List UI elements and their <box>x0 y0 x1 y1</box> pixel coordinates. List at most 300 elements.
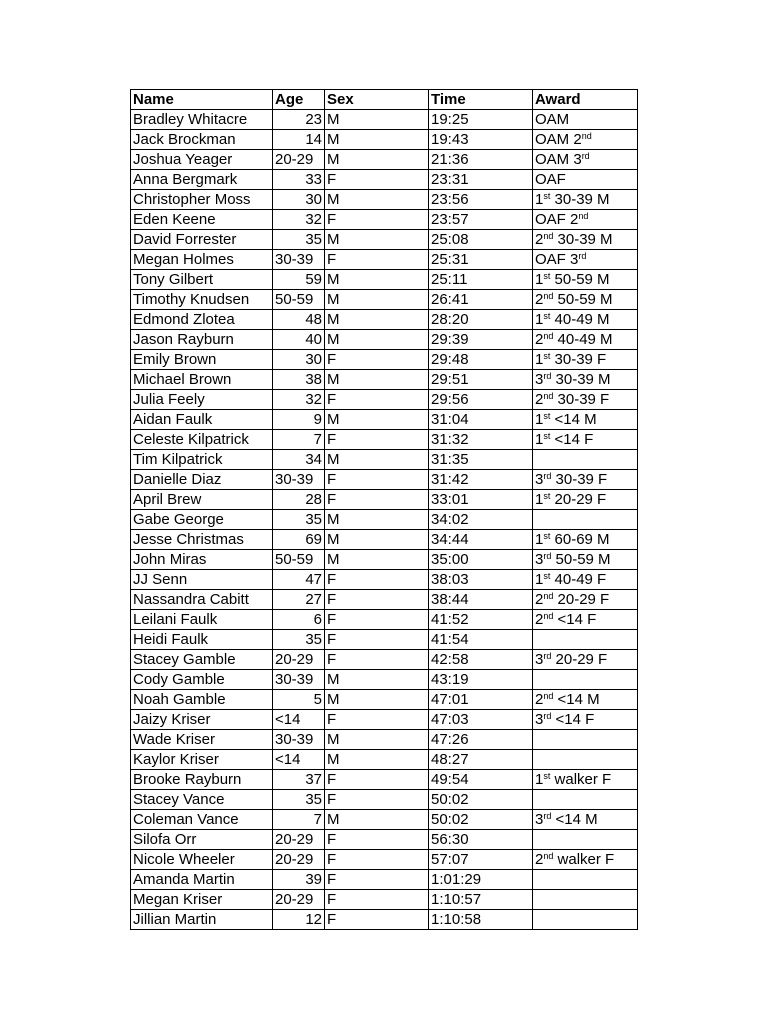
award-ordinal-suffix: rd <box>543 471 552 481</box>
award-text: 3 <box>535 471 544 488</box>
table-row <box>131 270 638 290</box>
runner-name: Jason Rayburn <box>131 330 273 350</box>
table-row <box>131 170 638 190</box>
runner-time: 21:36 <box>429 150 533 170</box>
runner-time: 38:03 <box>429 570 533 590</box>
runner-sex: F <box>325 870 429 890</box>
runner-award <box>533 690 638 710</box>
award-ordinal-suffix: nd <box>543 691 554 701</box>
results-table-body <box>131 110 638 930</box>
award-ordinal-suffix: rd <box>543 711 552 721</box>
table-row <box>131 850 638 870</box>
runner-name: Tim Kilpatrick <box>131 450 273 470</box>
runner-sex: F <box>325 630 429 650</box>
award-text: 2 <box>535 591 544 608</box>
runner-award <box>533 490 638 510</box>
table-row <box>131 530 638 550</box>
runner-name: Michael Brown <box>131 370 273 390</box>
runner-time: 31:04 <box>429 410 533 430</box>
table-row <box>131 450 638 470</box>
award-category: <14 F <box>551 711 595 728</box>
runner-award <box>533 390 638 410</box>
runner-award <box>533 850 638 870</box>
runner-time: 41:52 <box>429 610 533 630</box>
runner-award <box>533 410 638 430</box>
runner-name: Celeste Kilpatrick <box>131 430 273 450</box>
table-row <box>131 590 638 610</box>
runner-age: 30-39 <box>273 250 325 270</box>
runner-sex: M <box>325 750 429 770</box>
award-text: 1 <box>535 571 544 588</box>
table-row <box>131 810 638 830</box>
runner-name: Edmond Zlotea <box>131 310 273 330</box>
runner-award <box>533 330 638 350</box>
award-ordinal-suffix: nd <box>581 131 592 141</box>
runner-name: Joshua Yeager <box>131 150 273 170</box>
runner-award <box>533 110 638 130</box>
runner-name: Julia Feely <box>131 390 273 410</box>
runner-award <box>533 610 638 630</box>
runner-sex: F <box>325 790 429 810</box>
runner-age: 30-39 <box>273 670 325 690</box>
table-row <box>131 610 638 630</box>
runner-sex: F <box>325 170 429 190</box>
runner-award <box>533 170 638 190</box>
award-text: 1 <box>535 351 544 368</box>
runner-name: Jack Brockman <box>131 130 273 150</box>
award-category: 60-69 M <box>550 531 610 548</box>
runner-time: 57:07 <box>429 850 533 870</box>
runner-name: Timothy Knudsen <box>131 290 273 310</box>
award-category: 30-39 M <box>553 231 613 248</box>
runner-sex: M <box>325 810 429 830</box>
table-row <box>131 110 638 130</box>
runner-award <box>533 890 638 910</box>
header-sex: Sex <box>325 90 429 110</box>
runner-name: Megan Holmes <box>131 250 273 270</box>
runner-time: 29:39 <box>429 330 533 350</box>
award-text: OAM 2 <box>535 131 582 148</box>
runner-sex: F <box>325 390 429 410</box>
table-row <box>131 470 638 490</box>
table-row <box>131 190 638 210</box>
results-table-header <box>131 90 638 110</box>
runner-age: 32 <box>273 210 325 230</box>
runner-time: 50:02 <box>429 810 533 830</box>
runner-time: 25:31 <box>429 250 533 270</box>
header-award: Award <box>533 90 638 110</box>
runner-time: 34:44 <box>429 530 533 550</box>
runner-sex: F <box>325 770 429 790</box>
runner-name: Jaizy Kriser <box>131 710 273 730</box>
runner-time: 28:20 <box>429 310 533 330</box>
award-text: OAF 2 <box>535 211 579 228</box>
runner-time: 29:51 <box>429 370 533 390</box>
runner-time: 47:26 <box>429 730 533 750</box>
runner-sex: F <box>325 350 429 370</box>
award-text: 3 <box>535 811 544 828</box>
runner-sex: F <box>325 890 429 910</box>
runner-time: 31:35 <box>429 450 533 470</box>
award-category: 30-39 M <box>550 191 610 208</box>
award-category: <14 M <box>553 691 600 708</box>
runner-sex: M <box>325 110 429 130</box>
award-ordinal-suffix: nd <box>543 231 554 241</box>
award-text: 3 <box>535 551 544 568</box>
runner-time: 23:57 <box>429 210 533 230</box>
table-row <box>131 250 638 270</box>
runner-sex: F <box>325 210 429 230</box>
runner-award <box>533 430 638 450</box>
runner-name: Silofa Orr <box>131 830 273 850</box>
runner-name: Bradley Whitacre <box>131 110 273 130</box>
runner-age: 50-59 <box>273 550 325 570</box>
runner-age: 20-29 <box>273 830 325 850</box>
runner-age: 30-39 <box>273 730 325 750</box>
runner-award <box>533 650 638 670</box>
runner-age: 20-29 <box>273 850 325 870</box>
runner-name: Amanda Martin <box>131 870 273 890</box>
award-text: 1 <box>535 431 544 448</box>
runner-sex: M <box>325 310 429 330</box>
table-row <box>131 130 638 150</box>
runner-time: 31:32 <box>429 430 533 450</box>
runner-award <box>533 310 638 330</box>
runner-sex: F <box>325 830 429 850</box>
runner-award <box>533 750 638 770</box>
award-text: 2 <box>535 231 544 248</box>
runner-time: 29:56 <box>429 390 533 410</box>
runner-sex: F <box>325 910 429 930</box>
table-row <box>131 710 638 730</box>
award-ordinal-suffix: nd <box>543 591 554 601</box>
runner-sex: M <box>325 270 429 290</box>
runner-time: 41:54 <box>429 630 533 650</box>
award-ordinal-suffix: nd <box>543 391 554 401</box>
runner-time: 34:02 <box>429 510 533 530</box>
runner-sex: F <box>325 570 429 590</box>
runner-time: 19:25 <box>429 110 533 130</box>
runner-time: 47:03 <box>429 710 533 730</box>
runner-age: <14 <box>273 750 325 770</box>
award-category: 50-59 M <box>550 271 610 288</box>
runner-age: 30 <box>273 350 325 370</box>
runner-age: 38 <box>273 370 325 390</box>
runner-award <box>533 770 638 790</box>
runner-award <box>533 270 638 290</box>
runner-sex: F <box>325 710 429 730</box>
runner-age: 9 <box>273 410 325 430</box>
table-row <box>131 310 638 330</box>
table-row <box>131 330 638 350</box>
table-row <box>131 210 638 230</box>
table-row <box>131 650 638 670</box>
runner-name: Stacey Vance <box>131 790 273 810</box>
award-text: 2 <box>535 611 544 628</box>
award-ordinal-suffix: st <box>543 571 551 581</box>
runner-time: 23:56 <box>429 190 533 210</box>
runner-name: John Miras <box>131 550 273 570</box>
runner-age: 47 <box>273 570 325 590</box>
runner-age: 32 <box>273 390 325 410</box>
runner-time: 47:01 <box>429 690 533 710</box>
award-category: <14 M <box>550 411 597 428</box>
runner-name: Nicole Wheeler <box>131 850 273 870</box>
runner-time: 23:31 <box>429 170 533 190</box>
runner-sex: M <box>325 370 429 390</box>
runner-age: 6 <box>273 610 325 630</box>
runner-sex: M <box>325 130 429 150</box>
runner-age: 33 <box>273 170 325 190</box>
award-category: 20-29 F <box>551 651 608 668</box>
award-category: 40-49 M <box>553 331 613 348</box>
runner-time: 50:02 <box>429 790 533 810</box>
runner-time: 42:58 <box>429 650 533 670</box>
award-text: 1 <box>535 311 544 328</box>
table-row <box>131 490 638 510</box>
runner-sex: M <box>325 450 429 470</box>
award-text: 2 <box>535 851 544 868</box>
runner-sex: M <box>325 670 429 690</box>
runner-time: 1:10:58 <box>429 910 533 930</box>
runner-sex: M <box>325 190 429 210</box>
award-text: 2 <box>535 691 544 708</box>
runner-award <box>533 350 638 370</box>
runner-award <box>533 550 638 570</box>
award-ordinal-suffix: st <box>543 771 551 781</box>
award-ordinal-suffix: nd <box>543 291 554 301</box>
award-text: 1 <box>535 411 544 428</box>
runner-sex: M <box>325 330 429 350</box>
award-ordinal-suffix: st <box>543 191 551 201</box>
runner-name: Leilani Faulk <box>131 610 273 630</box>
runner-name: Gabe George <box>131 510 273 530</box>
runner-age: 35 <box>273 790 325 810</box>
runner-award <box>533 810 638 830</box>
table-row <box>131 390 638 410</box>
award-ordinal-suffix: rd <box>581 151 590 161</box>
award-text: OAF <box>535 171 566 188</box>
table-row <box>131 870 638 890</box>
runner-sex: F <box>325 250 429 270</box>
runner-age: 30 <box>273 190 325 210</box>
table-row <box>131 750 638 770</box>
award-ordinal-suffix: nd <box>543 611 554 621</box>
runner-award <box>533 190 638 210</box>
award-text: 2 <box>535 291 544 308</box>
runner-name: Wade Kriser <box>131 730 273 750</box>
runner-age: 40 <box>273 330 325 350</box>
table-row <box>131 910 638 930</box>
award-ordinal-suffix: st <box>543 411 551 421</box>
table-row <box>131 550 638 570</box>
runner-age: <14 <box>273 710 325 730</box>
runner-award <box>533 830 638 850</box>
award-category: 30-39 M <box>551 371 611 388</box>
award-ordinal-suffix: st <box>543 491 551 501</box>
runner-time: 1:01:29 <box>429 870 533 890</box>
award-text: 1 <box>535 191 544 208</box>
runner-award <box>533 910 638 930</box>
award-category: walker F <box>550 771 612 788</box>
table-row <box>131 350 638 370</box>
table-row <box>131 510 638 530</box>
runner-sex: F <box>325 490 429 510</box>
runner-award <box>533 210 638 230</box>
runner-age: 35 <box>273 510 325 530</box>
table-row <box>131 730 638 750</box>
table-row <box>131 570 638 590</box>
award-text: 2 <box>535 331 544 348</box>
runner-time: 33:01 <box>429 490 533 510</box>
award-ordinal-suffix: nd <box>578 211 589 221</box>
award-text: OAM 3 <box>535 151 582 168</box>
runner-award <box>533 450 638 470</box>
award-text: 3 <box>535 651 544 668</box>
runner-age: 27 <box>273 590 325 610</box>
runner-award <box>533 630 638 650</box>
runner-sex: F <box>325 590 429 610</box>
award-text: 3 <box>535 711 544 728</box>
award-ordinal-suffix: st <box>543 431 551 441</box>
runner-award <box>533 150 638 170</box>
runner-name: Brooke Rayburn <box>131 770 273 790</box>
runner-time: 29:48 <box>429 350 533 370</box>
runner-award <box>533 510 638 530</box>
runner-award <box>533 790 638 810</box>
runner-sex: F <box>325 610 429 630</box>
runner-name: Emily Brown <box>131 350 273 370</box>
runner-age: 5 <box>273 690 325 710</box>
runner-name: Stacey Gamble <box>131 650 273 670</box>
award-text: 1 <box>535 531 544 548</box>
runner-age: 37 <box>273 770 325 790</box>
runner-name: Noah Gamble <box>131 690 273 710</box>
runner-award <box>533 670 638 690</box>
runner-award <box>533 530 638 550</box>
award-category: 30-39 F <box>553 391 610 408</box>
award-ordinal-suffix: st <box>543 351 551 361</box>
runner-name: Anna Bergmark <box>131 170 273 190</box>
runner-name: Nassandra Cabitt <box>131 590 273 610</box>
runner-time: 38:44 <box>429 590 533 610</box>
runner-name: Heidi Faulk <box>131 630 273 650</box>
table-row <box>131 630 638 650</box>
runner-name: Eden Keene <box>131 210 273 230</box>
table-row <box>131 410 638 430</box>
award-category: 30-39 F <box>551 471 608 488</box>
runner-award <box>533 130 638 150</box>
award-category: <14 F <box>550 431 594 448</box>
runner-age: 7 <box>273 430 325 450</box>
runner-award <box>533 230 638 250</box>
award-ordinal-suffix: rd <box>543 811 552 821</box>
table-row <box>131 230 638 250</box>
table-row <box>131 890 638 910</box>
runner-sex: F <box>325 850 429 870</box>
table-row <box>131 770 638 790</box>
runner-name: Tony Gilbert <box>131 270 273 290</box>
runner-award <box>533 250 638 270</box>
runner-award <box>533 730 638 750</box>
runner-sex: M <box>325 550 429 570</box>
runner-sex: M <box>325 230 429 250</box>
runner-time: 48:27 <box>429 750 533 770</box>
table-row <box>131 670 638 690</box>
runner-age: 39 <box>273 870 325 890</box>
runner-sex: M <box>325 530 429 550</box>
runner-award <box>533 290 638 310</box>
award-ordinal-suffix: st <box>543 271 551 281</box>
award-category: walker F <box>553 851 615 868</box>
award-ordinal-suffix: rd <box>543 651 552 661</box>
runner-sex: M <box>325 730 429 750</box>
award-ordinal-suffix: rd <box>543 371 552 381</box>
runner-award <box>533 570 638 590</box>
runner-age: 35 <box>273 630 325 650</box>
runner-time: 25:08 <box>429 230 533 250</box>
award-category: <14 F <box>553 611 597 628</box>
runner-sex: F <box>325 650 429 670</box>
runner-time: 1:10:57 <box>429 890 533 910</box>
runner-sex: M <box>325 150 429 170</box>
runner-time: 25:11 <box>429 270 533 290</box>
runner-name: Christopher Moss <box>131 190 273 210</box>
runner-award <box>533 710 638 730</box>
award-ordinal-suffix: nd <box>543 331 554 341</box>
runner-time: 35:00 <box>429 550 533 570</box>
runner-name: Megan Kriser <box>131 890 273 910</box>
table-row <box>131 370 638 390</box>
runner-age: 20-29 <box>273 890 325 910</box>
results-table <box>130 89 638 930</box>
award-category: 20-29 F <box>553 591 610 608</box>
runner-age: 34 <box>273 450 325 470</box>
runner-sex: M <box>325 410 429 430</box>
award-category: 50-59 M <box>551 551 611 568</box>
header-name: Name <box>131 90 273 110</box>
runner-name: JJ Senn <box>131 570 273 590</box>
runner-time: 31:42 <box>429 470 533 490</box>
runner-age: 28 <box>273 490 325 510</box>
award-ordinal-suffix: st <box>543 531 551 541</box>
header-age: Age <box>273 90 325 110</box>
runner-sex: M <box>325 510 429 530</box>
runner-age: 30-39 <box>273 470 325 490</box>
runner-name: Jillian Martin <box>131 910 273 930</box>
award-category: 30-39 F <box>550 351 607 368</box>
award-text: 1 <box>535 271 544 288</box>
table-row <box>131 430 638 450</box>
runner-sex: F <box>325 470 429 490</box>
runner-time: 43:19 <box>429 670 533 690</box>
award-ordinal-suffix: nd <box>543 851 554 861</box>
runner-time: 19:43 <box>429 130 533 150</box>
award-text: OAM <box>535 111 570 128</box>
award-category: 40-49 M <box>550 311 610 328</box>
runner-name: Danielle Diaz <box>131 470 273 490</box>
award-ordinal-suffix: rd <box>543 551 552 561</box>
runner-name: Kaylor Kriser <box>131 750 273 770</box>
runner-award <box>533 370 638 390</box>
runner-age: 14 <box>273 130 325 150</box>
runner-sex: M <box>325 690 429 710</box>
award-text: 3 <box>535 371 544 388</box>
runner-name: Aidan Faulk <box>131 410 273 430</box>
award-text: 2 <box>535 391 544 408</box>
runner-time: 26:41 <box>429 290 533 310</box>
award-category: 40-49 F <box>550 571 607 588</box>
